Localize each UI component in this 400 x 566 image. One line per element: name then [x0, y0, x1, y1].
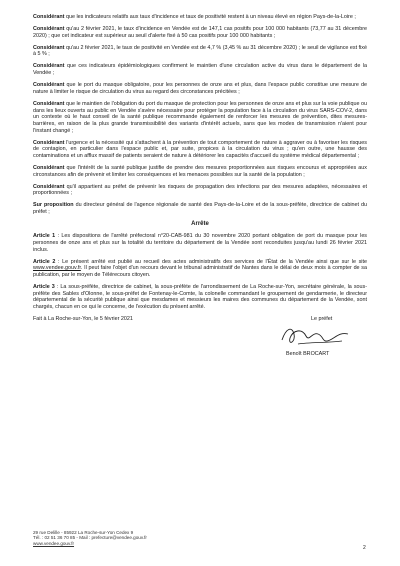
paragraph-lead: Considérant [33, 63, 65, 70]
paragraph-considerant-9 [33, 184, 367, 197]
paragraph-lead: Considérant [33, 82, 65, 89]
paragraph-text: que ces indicateurs épidémiologiques confirment le maintien d'une circulation active du virus dans le département de la Vendée ; [33, 63, 367, 77]
paragraph-text: qu'il appartient au préfet de prévenir les risques de propagation des infections par des mesures adaptées, nécessaires et proportionnées ; [33, 183, 367, 197]
paragraph-considerant-6 [33, 101, 367, 135]
paragraph-lead: Considérant [33, 183, 65, 190]
paragraph-considerant-5 [33, 82, 367, 95]
paragraph-considerant-3 [33, 45, 367, 58]
paragraph-lead: Considérant [33, 165, 65, 172]
signatory-name: Benoît BROCART [286, 351, 330, 358]
paragraph-text: du directeur général de l'agence régionale de santé des Pays-de-la-Loire et de la sous-préfète, directrice de cabinet du préfet ; [33, 202, 367, 216]
article-text-continued: . Il peut faire l'objet d'un recours devant le tribunal administratif de Nantes dans le délai de deux mois à compter de sa publication, par le moyen de Télérecours citoyen. [33, 265, 367, 278]
article-1 [33, 233, 367, 253]
paragraph-lead: Considérant [33, 100, 65, 107]
article-label: Article 3 [33, 283, 55, 290]
article-2 [33, 259, 367, 279]
paragraph-text: que le port du masque obligatoire, pour les personnes de onze ans et plus, dans l'espace public constitue une mesure de nature à limiter le risque de circulation du virus au regard des circonstances précitées ; [33, 82, 367, 95]
article-text: : Les dispositions de l'arrêté préfectoral n°20-CAB-981 du 30 novembre 2020 portant obligation de port du masque pour les personnes de onze ans et plus sur la totalité du territoire du département de la Vendée sont reconduites jusqu'au lundi 26 février 2021 inclus. [33, 233, 368, 253]
paragraph-lead: Considérant [33, 44, 65, 51]
article-text: : La sous-préfète, directrice de cabinet, la sous-préfète de l'arrondissement de La Roche-sur-Yon, secrétaire générale, la sous-préfète des Sables d'Olonne, le sous-préfet de Fontenay-le-Comte, la colonelle commandant le groupement de gendarmerie, le directeur départemental de la sécurité publique ainsi que mesdames et messieurs les maires des communes du département de la Vendée, sont chargés, chacun en ce qui le concerne, de l'exécution du présent arrêté. [33, 283, 368, 311]
paragraph-text: qu'au 2 février 2021, le taux d'incidence en Vendée est de 147,1 cas positifs pour 100 000 habitants (73,77 au 31 décembre 2020) ; que cet indicateur est supérieur au seuil d'alerte fixé à 50 cas positifs pour 100 000 habitants ; [33, 26, 367, 39]
arrete-heading: Arrête [191, 221, 209, 228]
footer-address: 29 rue Delille - 85922 La Roche-sur-Yon Cedex 9 [33, 530, 134, 535]
document-body [33, 14, 367, 364]
paragraph-text: que l'intérêt de la santé publique justifie de prendre des mesures proportionnées aux risques encourus et appropriées aux circonstances afin de prévenir et limiter les conséquences et les menaces possibles sur la santé de la population ; [33, 165, 367, 178]
article-label: Article 1 [33, 233, 56, 240]
footer-website-link[interactable]: www.vendee.gouv.fr [33, 540, 75, 546]
signature-block [33, 316, 367, 364]
paragraph-text: qu'au 2 février 2021, le taux de positivité en Vendée est de 4,7 % (3,45 % au 31 décembre 2020) ; le seuil de vigilance est fixé à 5 % ; [33, 44, 367, 58]
paragraph-lead: Considérant [33, 14, 65, 20]
article-label: Article 2 [33, 258, 56, 265]
signatory-role: Le préfet [311, 316, 333, 323]
paragraph-lead: Considérant [33, 26, 65, 32]
paragraph-lead: Sur proposition [33, 202, 74, 209]
paragraph-lead: Considérant [33, 139, 65, 146]
article-text: : Le présent arrêté est publié au recueil des actes administratifs des services de l'État de la Vendée ainsi que sur le site [55, 258, 367, 265]
paragraph-considerant-4 [33, 63, 367, 76]
paragraph-considerant-7 [33, 140, 367, 160]
paragraph-text: l'urgence et la nécessité qui s'attachent à la prévention de tout comportement de nature à aggraver ou à favoriser les risques de contagion, en particulier dans l'espace public et, par suite, propices à la circulation du virus ; qu'en outre, une hausse des contaminations et un afflux massif de patients seraient de nature à détériorer les capacités d'accueil du système médical départemental ; [33, 139, 367, 160]
article-3 [33, 284, 367, 311]
paragraph-text: que le maintien de l'obligation du port du masque de protection pour les personnes de onze ans et plus sur la voie publique ou dans les lieux ouverts au public en Vendée s'avère nécessaire pour protéger la population face à la circulation du virus SARS-COV-2, dans un contexte où le haut conseil de la santé publique recommande également de renforcer les mesures de prévention, dites mesures-barrières, en raison de la plus grande transmissibilité des variants d'intérêt actuels, sans que les modes de transmission n'aient pour l'instant changé ; [33, 100, 367, 134]
footer-contact: Tél. : 02 51 36 70 85 - Mail : prefecture@vendee.gouv.fr [33, 535, 147, 541]
paragraph-text: que les indicateurs relatifs aux taux d'incidence et taux de positivité restent à un niveau élevé en région Pays-de-la-Loire ; [64, 14, 356, 20]
footer [33, 530, 147, 546]
paragraph-considerant-8 [33, 165, 367, 178]
website-link[interactable]: www.vendee.gouv.fr [33, 265, 81, 272]
paragraph-considerant-1 [33, 14, 367, 21]
handwritten-signature [276, 320, 356, 352]
page-number: 2 [363, 545, 366, 551]
paragraph-sur-proposition [33, 202, 367, 215]
paragraph-considerant-2 [33, 26, 367, 39]
place-date: Fait à La Roche-sur-Yon, le 5 février 2021 [33, 316, 133, 323]
